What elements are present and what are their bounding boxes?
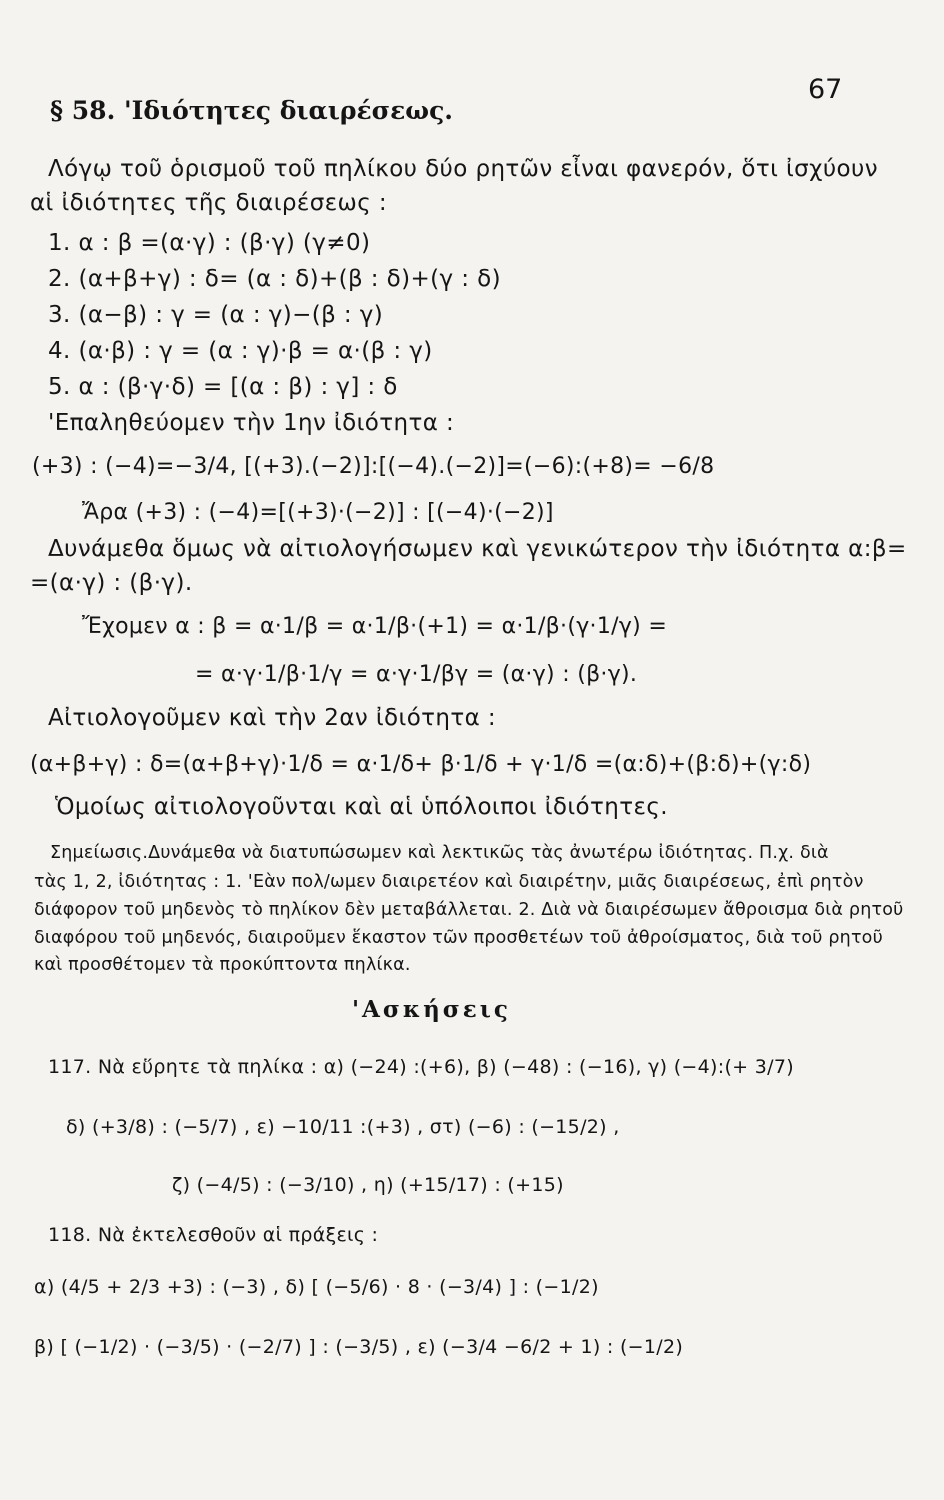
generalize-line-1: Δυνάμεθα ὅμως νὰ αἰτιολογήσωμεν καὶ γενικώτερον τὴν ἰδιότητα α:β= [48,536,907,562]
note-line-2: τὰς 1, 2, ἰδιότητας : 1. 'Εὰν πολ/ωμεν διαιρετέον καὶ διαιρέτην, μιᾶς διαιρέσεως, ἐπὶ ρητὸν [34,872,864,892]
have-line-2: = α·γ·1/β·1/γ = α·γ·1/βγ = (α·γ) : (β·γ). [195,662,638,687]
have-line-1: Ἔχομεν α : β = α·1/β = α·1/β·(+1) = α·1/β·(γ·1/γ) = [82,614,668,639]
note-line-1: Σημείωσις.Δυνάμεθα νὰ διατυπώσωμεν καὶ λεκτικῶς τὰς ἀνωτέρω ἰδιότητας. Π.χ. διὰ [50,843,829,863]
justify-second-property: Αἰτιολογοῦμεν καὶ τὴν 2αν ἰδιότητα : [48,705,497,731]
exercise-118-line-1: α) (4/5 + 2/3 +3) : (−3) , δ) [ (−5/6) · 8 · (−3/4) ] : (−1/2) [34,1276,599,1298]
exercise-118-line-2: β) [ (−1/2) · (−3/5) · (−2/7) ] : (−3/5) , ε) (−3/4 −6/2 + 1) : (−1/2) [34,1336,684,1358]
section-heading: § 58. 'Ιδιότητες διαιρέσεως. [50,96,454,125]
second-property-equation: (α+β+γ) : δ=(α+β+γ)·1/δ = α·1/δ+ β·1/δ + γ·1/δ =(α:δ)+(β:δ)+(γ:δ) [30,752,812,777]
exercises-title: 'Ασκήσεις [352,996,511,1023]
property-1: 1. α : β =(α·γ) : (β·γ) (γ≠0) [48,230,371,256]
verify-equation-1: (+3) : (−4)=−3/4, [(+3).(−2)]:[(−4).(−2)]=(−6):(+8)= −6/8 [32,454,715,479]
exercise-117-heading: 117. Νὰ εὕρητε τὰ πηλίκα : α) (−24) :(+6), β) (−48) : (−16), γ) (−4):(+ 3/7) [48,1056,794,1078]
verify-intro: 'Επαληθεύομεν τὴν 1ην ἰδιότητα : [48,410,455,436]
page-number: 67 [808,74,843,105]
exercise-117-line-3: ζ) (−4/5) : (−3/10) , η) (+15/17) : (+15) [172,1174,564,1196]
intro-line-2: αἱ ἰδιότητες τῆς διαιρέσεως : [30,190,387,216]
verify-equation-2: Ἄρα (+3) : (−4)=[(+3)·(−2)] : [(−4)·(−2)] [82,500,554,525]
property-5: 5. α : (β·γ·δ) = [(α : β) : γ] : δ [48,374,398,400]
generalize-line-2: =(α·γ) : (β·γ). [30,570,193,596]
note-line-4: διαφόρου τοῦ μηδενός, διαιροῦμεν ἕκαστον τῶν προσθετέων τοῦ ἀθροίσματος, διὰ τοῦ ρητοῦ [34,928,883,948]
similarly-line: Ὁμοίως αἰτιολογοῦνται καὶ αἱ ὑπόλοιποι ἰδιότητες. [55,794,668,820]
property-2: 2. (α+β+γ) : δ= (α : δ)+(β : δ)+(γ : δ) [48,266,501,292]
intro-line-1: Λόγῳ τοῦ ὁρισμοῦ τοῦ πηλίκου δύο ρητῶν εἶναι φανερόν, ὅτι ἰσχύουν [48,156,878,182]
note-line-5: καὶ προσθέτομεν τὰ προκύπτοντα πηλίκα. [34,955,411,975]
property-4: 4. (α·β) : γ = (α : γ)·β = α·(β : γ) [48,338,433,364]
note-line-3: διάφορον τοῦ μηδενὸς τὸ πηλίκον δὲν μεταβάλλεται. 2. Διὰ νὰ διαιρέσωμεν ἄθροισμα διὰ ρητοῦ [34,900,904,920]
exercise-118-heading: 118. Νὰ ἐκτελεσθοῦν αἱ πράξεις : [48,1224,379,1246]
property-3: 3. (α−β) : γ = (α : γ)−(β : γ) [48,302,384,328]
exercise-117-line-2: δ) (+3/8) : (−5/7) , ε) −10/11 :(+3) , στ) (−6) : (−15/2) , [66,1116,620,1138]
